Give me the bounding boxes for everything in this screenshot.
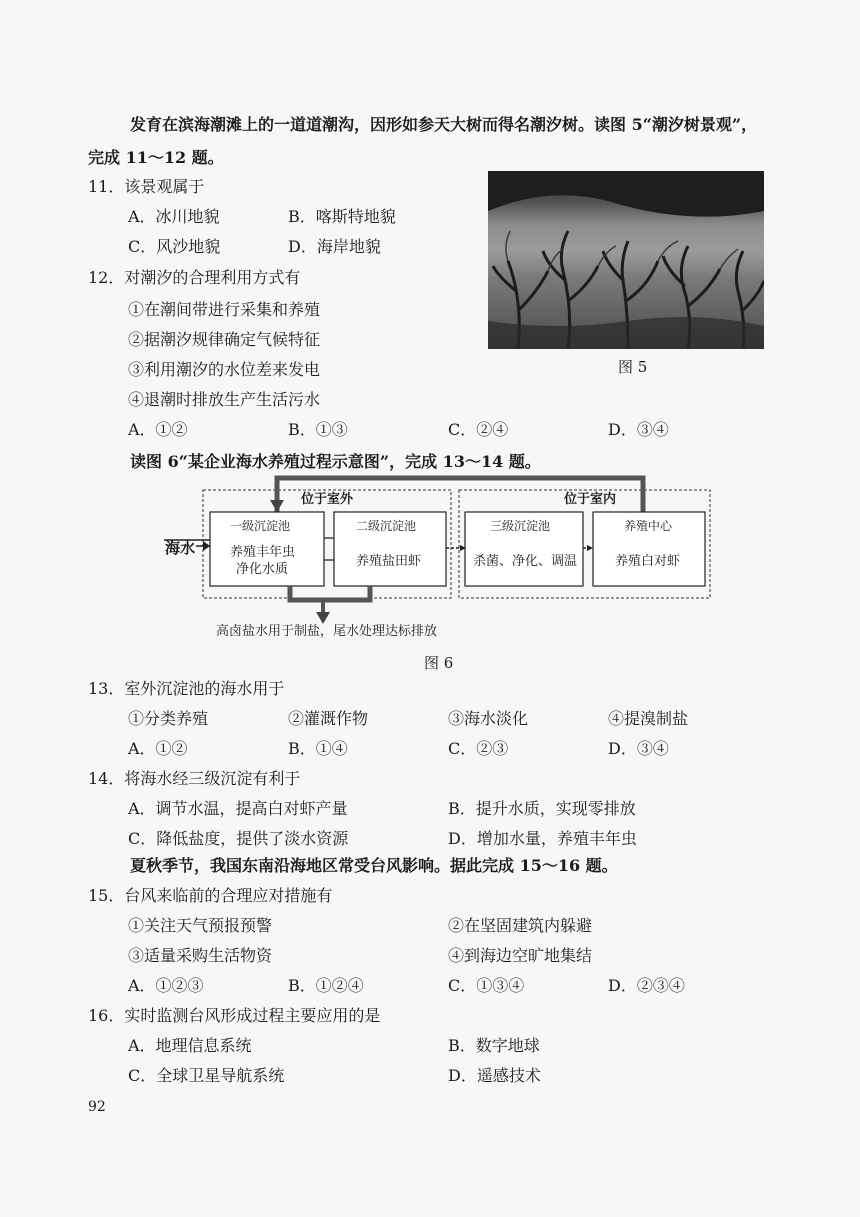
q13-statement-1: ①分类养殖 (128, 709, 209, 728)
q11-option-b: B．喀斯特地貌 (288, 207, 396, 226)
intro-typhoon: 夏秋季节，我国东南沿海地区常受台风影响。据此完成 15～16 题。 (130, 856, 618, 875)
arrow-3-4 (587, 545, 593, 551)
seawater-input-arrow (203, 541, 210, 551)
output-note: 高卤盐水用于制盐，尾水处理达标排放 (216, 624, 438, 639)
q13-statement-4: ④提溴制盐 (608, 709, 689, 728)
q12-stem: 12．对潮汐的合理利用方式有 (88, 268, 301, 287)
q11-stem: 11．该景观属于 (88, 177, 205, 196)
connector-1-2 (324, 538, 334, 560)
output-pipe-arrow (316, 612, 330, 624)
pool-3-text: 杀菌、净化、调温 (473, 554, 578, 569)
intro-line-1: 发育在滨海潮滩上的一道道潮沟，因形如参天大树而得名潮汐树。读图 5“潮汐树景观”， (130, 115, 758, 134)
q15-option-c: C．①③④ (448, 976, 525, 995)
q14-option-a: A．调节水温，提高白对虾产量 (128, 799, 348, 818)
q14-option-c: C．降低盐度，提供了淡水资源 (128, 829, 349, 848)
q16-option-c: C．全球卫星导航系统 (128, 1066, 285, 1085)
q12-option-a: A．①② (128, 420, 188, 439)
q15-statement-2: ②在坚固建筑内躲避 (448, 916, 593, 935)
q11-option-c: C．风沙地貌 (128, 237, 221, 256)
figure-6-caption: 图 6 (424, 654, 454, 672)
figure-5-caption: 图 5 (618, 358, 648, 376)
q13-option-d: D．③④ (608, 739, 669, 758)
q12-option-b: B．①③ (288, 420, 348, 439)
q16-option-d: D．遥感技术 (448, 1066, 541, 1085)
q12-option-d: D．③④ (608, 420, 669, 439)
pool-1-text-2: 净化水质 (236, 562, 289, 577)
q14-option-d: D．增加水量，养殖丰年虫 (448, 829, 637, 848)
q15-statement-3: ③适量采购生活物资 (128, 946, 273, 965)
q13-statement-2: ②灌溉作物 (288, 709, 369, 728)
q16-stem: 16．实时监测台风形成过程主要应用的是 (88, 1006, 381, 1025)
pool-2-text: 养殖盐田虾 (356, 554, 422, 569)
q15-option-a: A．①②③ (128, 976, 204, 995)
pool-3-title: 三级沉淀池 (490, 519, 551, 533)
q13-option-c: C．②③ (448, 739, 509, 758)
q11-option-a: A．冰川地貌 (128, 207, 220, 226)
q16-option-a: A．地理信息系统 (128, 1036, 252, 1055)
q15-option-b: B．①②④ (288, 976, 364, 995)
q15-statement-4: ④到海边空旷地集结 (448, 946, 593, 965)
q14-option-b: B．提升水质，实现零排放 (448, 799, 636, 818)
intro-line-2: 完成 11～12 题。 (88, 148, 224, 167)
q13-stem: 13．室外沉淀池的海水用于 (88, 679, 285, 698)
q14-stem: 14．将海水经三级沉淀有利于 (88, 769, 301, 788)
pool-1-text-1: 养殖丰年虫 (230, 545, 296, 560)
pool-4-text: 养殖白对虾 (615, 554, 681, 569)
pool-2-title: 二级沉淀池 (356, 519, 417, 533)
q13-option-b: B．①④ (288, 739, 348, 758)
q11-option-d: D．海岸地貌 (288, 237, 381, 256)
outdoor-label: 位于室外 (301, 492, 354, 507)
pool-1-title: 一级沉淀池 (230, 519, 291, 533)
q15-stem: 15．台风来临前的合理应对措施有 (88, 886, 333, 905)
q12-option-c: C．②④ (448, 420, 509, 439)
q13-option-a: A．①② (128, 739, 188, 758)
seawater-input-label: 海水 (165, 539, 196, 557)
indoor-label: 位于室内 (564, 492, 617, 507)
q12-statement-1: ①在潮间带进行采集和养殖 (128, 300, 321, 319)
q13-statement-3: ③海水淡化 (448, 709, 529, 728)
page-number: 92 (88, 1099, 106, 1115)
q12-statement-2: ②据潮汐规律确定气候特征 (128, 330, 321, 349)
q16-option-b: B．数字地球 (448, 1036, 540, 1055)
return-pipe-arrow (270, 500, 284, 512)
intro-figure-6: 读图 6“某企业海水养殖过程示意图”，完成 13～14 题。 (130, 452, 541, 471)
q12-statement-3: ③利用潮汐的水位差来发电 (128, 360, 321, 379)
q15-statement-1: ①关注天气预报预警 (128, 916, 273, 935)
output-pipe (290, 586, 370, 600)
q15-option-d: D．②③④ (608, 976, 685, 995)
pool-4-title: 养殖中心 (624, 519, 673, 533)
q12-statement-4: ④退潮时排放生产生活污水 (128, 390, 321, 409)
